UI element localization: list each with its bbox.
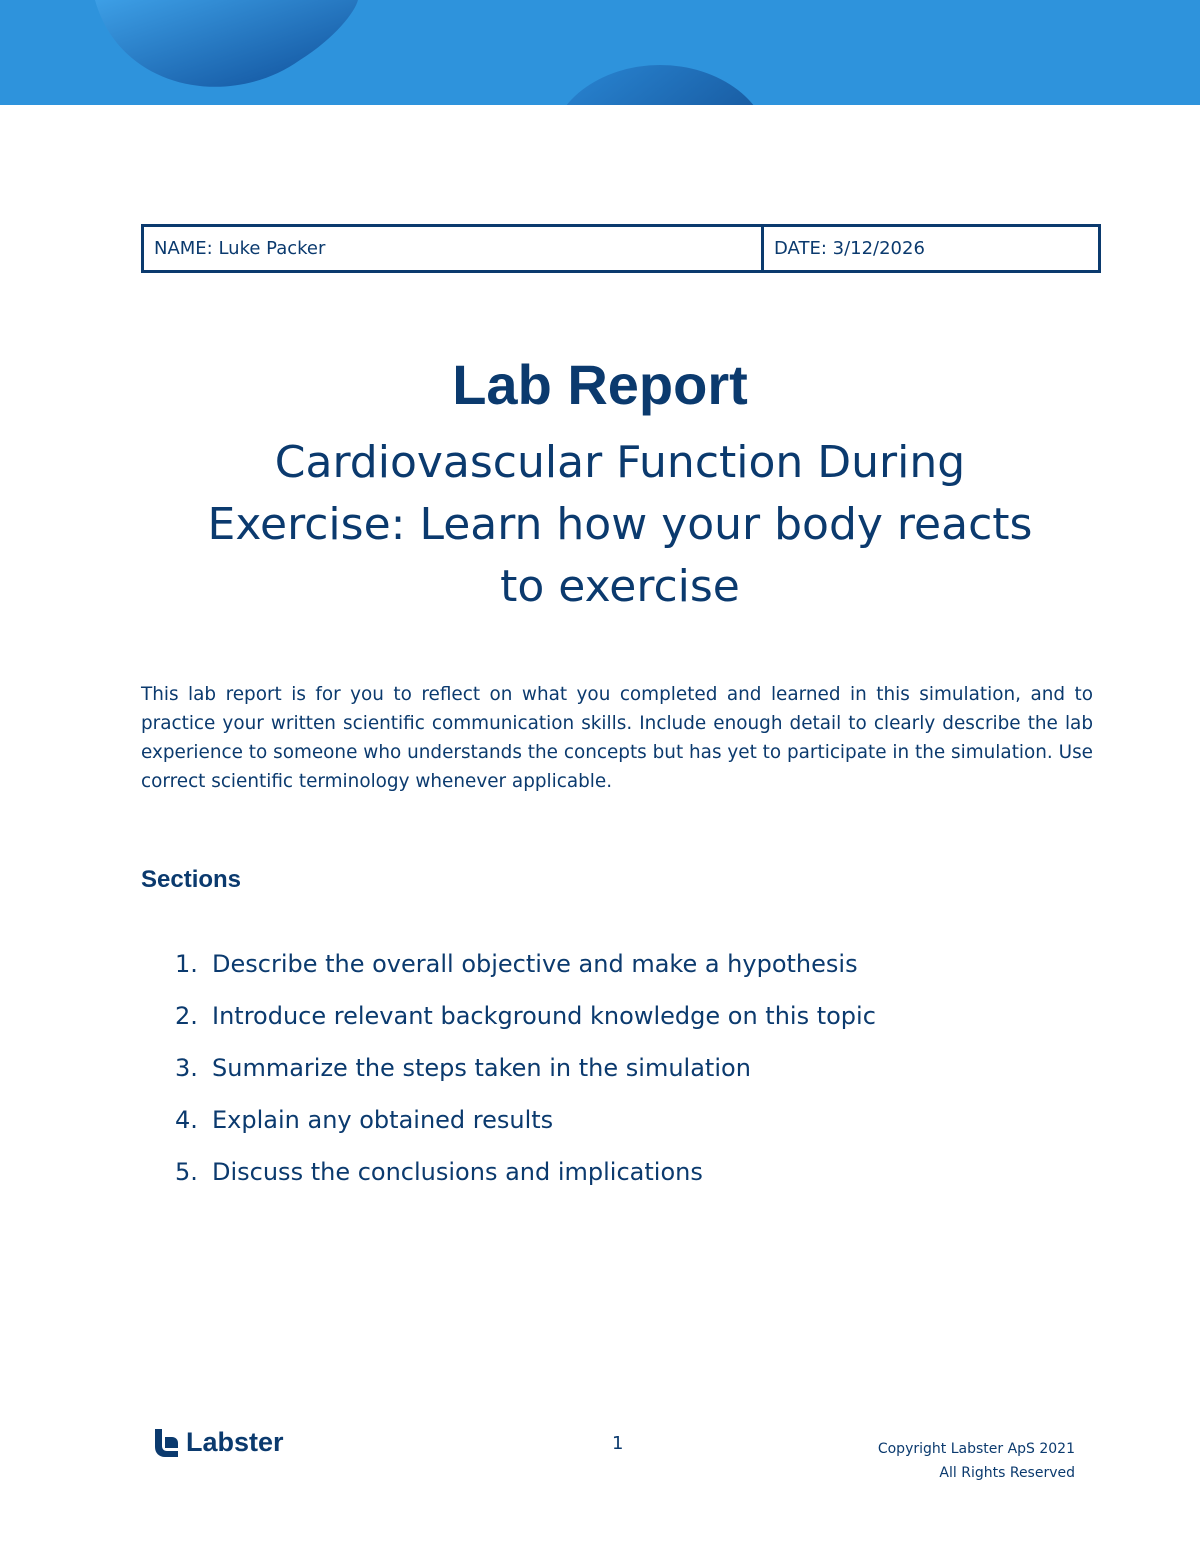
student-info-table <box>141 224 1101 273</box>
intro-paragraph: This lab report is for you to reflect on what you completed and learned in this simulation, and to practice your written scientific communication skills. Include enough detail to clearly describe the lab experience to someone who understands the concepts but has yet to participate in the simulation. Use correct scientific terminology whenever applicable. <box>141 684 1093 792</box>
labster-logo <box>152 1427 284 1458</box>
page-number: 1 <box>612 1433 624 1454</box>
list-item-number: 4. <box>175 1106 198 1134</box>
list-item-label: Explain any obtained results <box>212 1106 554 1134</box>
labster-wordmark: Labster <box>186 1427 284 1457</box>
list-item-number: 2. <box>175 1002 198 1030</box>
sections-heading: Sections <box>141 866 242 893</box>
list-item-number: 1. <box>175 950 198 978</box>
labster-logo-icon <box>152 1428 180 1458</box>
list-item-number: 3. <box>175 1054 198 1082</box>
page-subtitle: Cardiovascular Function During Exercise: Learn how your body reacts to exercise <box>207 437 1033 612</box>
list-item-number: 5. <box>175 1158 198 1186</box>
list-item-label: Introduce relevant background knowledge on this topic <box>212 1002 876 1030</box>
list-item-label: Describe the overall objective and make a hypothesis <box>212 950 858 978</box>
banner-graphic <box>0 0 1200 105</box>
date-field: DATE: 3/12/2026 <box>774 238 925 259</box>
list-item <box>175 1050 876 1102</box>
list-item-label: Summarize the steps taken in the simulation <box>212 1054 751 1082</box>
page-title: Lab Report <box>452 353 748 416</box>
list-item <box>175 998 876 1050</box>
name-field: NAME: Luke Packer <box>144 227 764 270</box>
rights-line: All Rights Reserved <box>939 1465 1075 1481</box>
list-item-label: Discuss the conclusions and implications <box>212 1158 703 1186</box>
list-item <box>175 946 876 998</box>
copyright-line: Copyright Labster ApS 2021 <box>877 1441 1075 1457</box>
sections-list <box>175 946 876 1206</box>
copyright-notice <box>878 1437 1075 1485</box>
header-banner <box>0 0 1200 105</box>
list-item <box>175 1102 876 1154</box>
list-item <box>175 1154 876 1206</box>
